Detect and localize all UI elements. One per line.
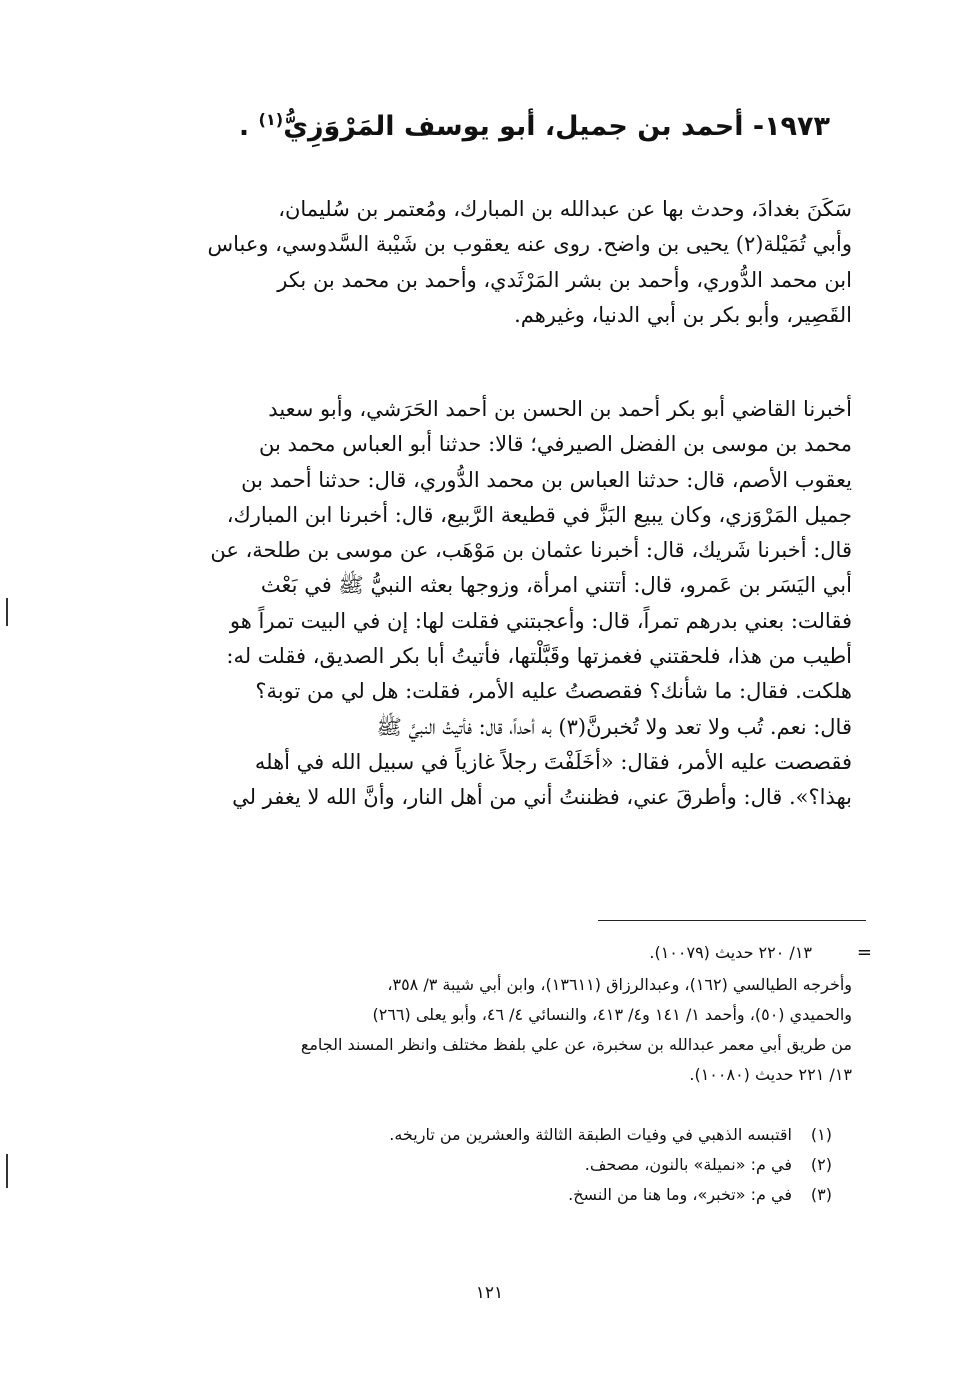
text-line: جميل المَرْوَزي، وكان يبيع البَزَّ في قطيعة الرَّبيع، قال: أخبرنا ابن المبارك، xyxy=(226,502,852,527)
footnote-line: وأخرجه الطيالسي (١٦٢)، وعبدالرزاق (١٣٦١١)، وابن أبي شيبة ٣/ ٣٥٨، xyxy=(387,975,852,994)
text-line: قال: نعم. تُب ولا تعد ولا تُخبرنَّ(٣) به أحداً، قال: فأتيتُ النبيَّ ﷺ xyxy=(376,714,852,739)
text-line: أبي اليَسَر بن عَمرو، قال: أتتني امرأة، وزوجها بعثه النبيُّ ﷺ في بَعْث xyxy=(260,573,852,598)
footnote-list xyxy=(140,1120,852,1210)
margin-mark xyxy=(6,1154,8,1188)
margin-mark xyxy=(6,598,8,626)
footnote-continuation xyxy=(140,938,872,1090)
footnote-item xyxy=(140,1150,852,1180)
footnote-ref-1: (١) xyxy=(258,110,284,129)
text-line: أطيب من هذا، فلحقتني فغمزتها وقَبَّلْتها، فأتيتُ أبا بكر الصديق، فقلت له: xyxy=(226,644,852,669)
entry-number: ١٩٧٣- xyxy=(752,111,830,142)
paragraph-biography xyxy=(140,192,852,333)
footnote-number: (٢) xyxy=(810,1155,832,1174)
text-line: فقالت: بعني بدرهم تمراً، قال: وأعجبتني فقلت لها: إن في البيت تمراً هو xyxy=(229,608,852,633)
entry-heading xyxy=(150,100,830,147)
continuation-block xyxy=(140,970,852,1090)
footnote-text: في م: «تخبر»، وما هنا من النسخ. xyxy=(568,1185,792,1204)
text-line: قال: أخبرنا شَريك، قال: أخبرنا عثمان بن مَوْهَب، عن موسى بن طلحة، عن xyxy=(210,538,852,563)
footnote-text: في م: «نميلة» بالنون، مصحف. xyxy=(584,1155,792,1174)
text-line: القَصِير، وأبو بكر بن أبي الدنيا، وغيرهم. xyxy=(514,302,852,327)
footnote-line: والحميدي (٥٠)، وأحمد ١/ ١٤١ و٤/ ٤١٣، والنسائي ٤/ ٤٦، وأبو يعلى (٢٦٦) xyxy=(372,1005,852,1024)
text-line: وأبي تُمَيْلة(٢) يحيى بن واضح. روى عنه يعقوب بن شَيْبة السَّدوسي، وعباس xyxy=(207,232,852,257)
text-line: سَكَنَ بغدادَ، وحدث بها عن عبدالله بن المبارك، ومُعتمر بن سُليمان، xyxy=(278,197,852,221)
paragraph-hadith xyxy=(140,392,852,816)
text-line: يعقوب الأصم، قال: حدثنا العباس بن محمد الدُّوري، قال: حدثنا أحمد بن xyxy=(241,467,852,492)
entry-title: أحمد بن جميل، أبو يوسف المَرْوَزِيُّ xyxy=(283,111,744,142)
footnote-text: اقتبسه الذهبي في وفيات الطبقة الثالثة والعشرين من تاريخه. xyxy=(389,1125,792,1144)
footnote-number: (١) xyxy=(810,1125,832,1144)
footnote-line: من طريق أبي معمر عبدالله بن سخبرة، عن علي بلفظ مختلف وانظر المسند الجامع xyxy=(300,1035,852,1054)
heading-trail: . xyxy=(238,111,250,142)
text-line: محمد بن موسى بن الفضل الصيرفي؛ قالا: حدثنا أبو العباس محمد بن xyxy=(259,432,852,457)
text-line: ابن محمد الدُّوري، وأحمد بن بشر المَرْثَدي، وأحمد بن محمد بن بكر xyxy=(277,267,852,292)
footnote-number: (٣) xyxy=(810,1185,832,1204)
page-number: ١٢١ xyxy=(475,1283,504,1303)
continuation-line: ١٣/ ٢٢٠ حديث (١٠٠٧٩). xyxy=(649,943,812,962)
text-line: أخبرنا القاضي أبو بكر أحمد بن الحسن بن أحمد الحَرَشي، وأبو سعيد xyxy=(268,397,852,421)
text-line: فقصصت عليه الأمر، فقال: «أخَلَفْتَ رجلاً غازياً في سبيل الله في أهله xyxy=(254,749,852,774)
continuation-marker: = xyxy=(856,942,872,963)
footnote-item xyxy=(140,1180,852,1210)
text-line: هلكت. فقال: ما شأنك؟ فقصصتُ عليه الأمر، فقلت: هل لي من توبة؟ xyxy=(255,679,852,704)
footnote-line: ١٣/ ٢٢١ حديث (١٠٠٨٠). xyxy=(689,1065,852,1084)
footnote-separator xyxy=(598,920,866,921)
text-line: بهذا؟». قال: وأطرقَ عني، فظننتُ أني من أهل النار، وأنَّ الله لا يغفر لي xyxy=(232,785,852,810)
footnote-item xyxy=(140,1120,852,1150)
